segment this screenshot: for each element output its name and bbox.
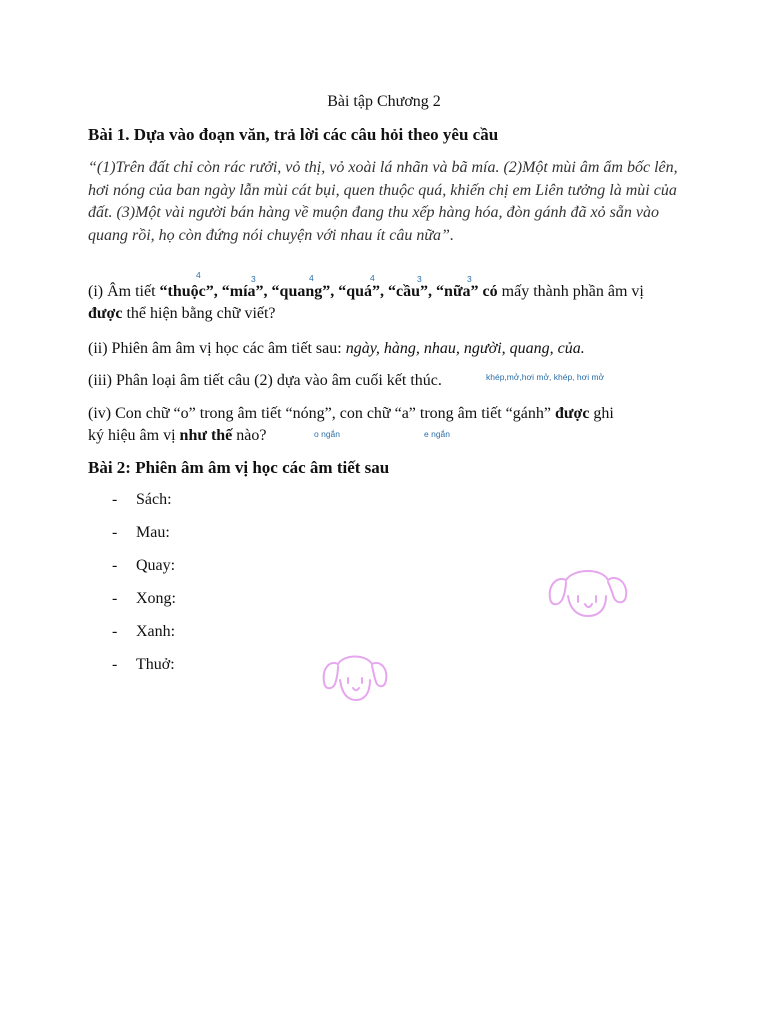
list-item: - Xong: bbox=[112, 590, 176, 607]
exercise-2-heading: Bài 2: Phiên âm âm vị học các âm tiết sau bbox=[88, 458, 390, 477]
annotation-note: e ngắn bbox=[424, 429, 450, 439]
list-item: - Quay: bbox=[112, 557, 176, 574]
annotation-note: o ngắn bbox=[314, 429, 340, 439]
annotation-number: 4 bbox=[309, 273, 314, 283]
annotation-number: 3 bbox=[467, 274, 472, 284]
exercise-1-heading: Bài 1. Dựa vào đoạn văn, trả lời các câu hỏi theo yêu cầu bbox=[88, 125, 499, 144]
dog-doodle-icon bbox=[320, 650, 390, 706]
dog-doodle-icon bbox=[544, 562, 630, 622]
annotation-number: 3 bbox=[417, 274, 422, 284]
list-item: - Sách: bbox=[112, 491, 172, 508]
page-title: Bài tập Chương 2 bbox=[327, 93, 441, 110]
list-item: - Mau: bbox=[112, 524, 170, 541]
list-item: - Xanh: bbox=[112, 623, 176, 640]
question-1: (i) Âm tiết “thuộc”, “mía”, “quang”, “quá”, “cầu”, “nữa” có mấy thành phần âm vị được thể hiện bằng chữ viết? bbox=[88, 283, 644, 322]
passage-text: “(1)Trên đất chỉ còn rác rưởi, vỏ thị, vỏ xoài lá nhãn và bã mía. (2)Một mùi âm ẩm bốc lên, hơi nóng của ban ngày lẫn mùi cát bụi, quen thuộc quá, khiến chị em Liên tưởng là mùi của đất. (3)Một vài người bán hàng về muộn đang thu xếp hàng hóa, đòn gánh đã xỏ sẵn vào quang rồi, họ còn đứng nói chuyện với nhau ít câu nữa”. bbox=[88, 159, 678, 244]
question-4: (iv) Con chữ “o” trong âm tiết “nóng”, con chữ “a” trong âm tiết “gánh” được ghi ký hiệu âm vị như thế nào? bbox=[88, 405, 614, 444]
annotation-number: 4 bbox=[370, 273, 375, 283]
annotation-number: 4 bbox=[196, 270, 201, 280]
annotation-number: 3 bbox=[251, 274, 256, 284]
annotation-note: khép,mở,hơi mở, khép, hơi mở bbox=[486, 372, 605, 382]
syllable-list bbox=[112, 490, 176, 688]
question-2: (ii) Phiên âm âm vị học các âm tiết sau: ngày, hàng, nhau, người, quang, của. bbox=[88, 340, 585, 357]
question-3: (iii) Phân loại âm tiết câu (2) dựa vào âm cuối kết thúc. bbox=[88, 372, 442, 389]
list-item: - Thuở: bbox=[112, 656, 175, 673]
